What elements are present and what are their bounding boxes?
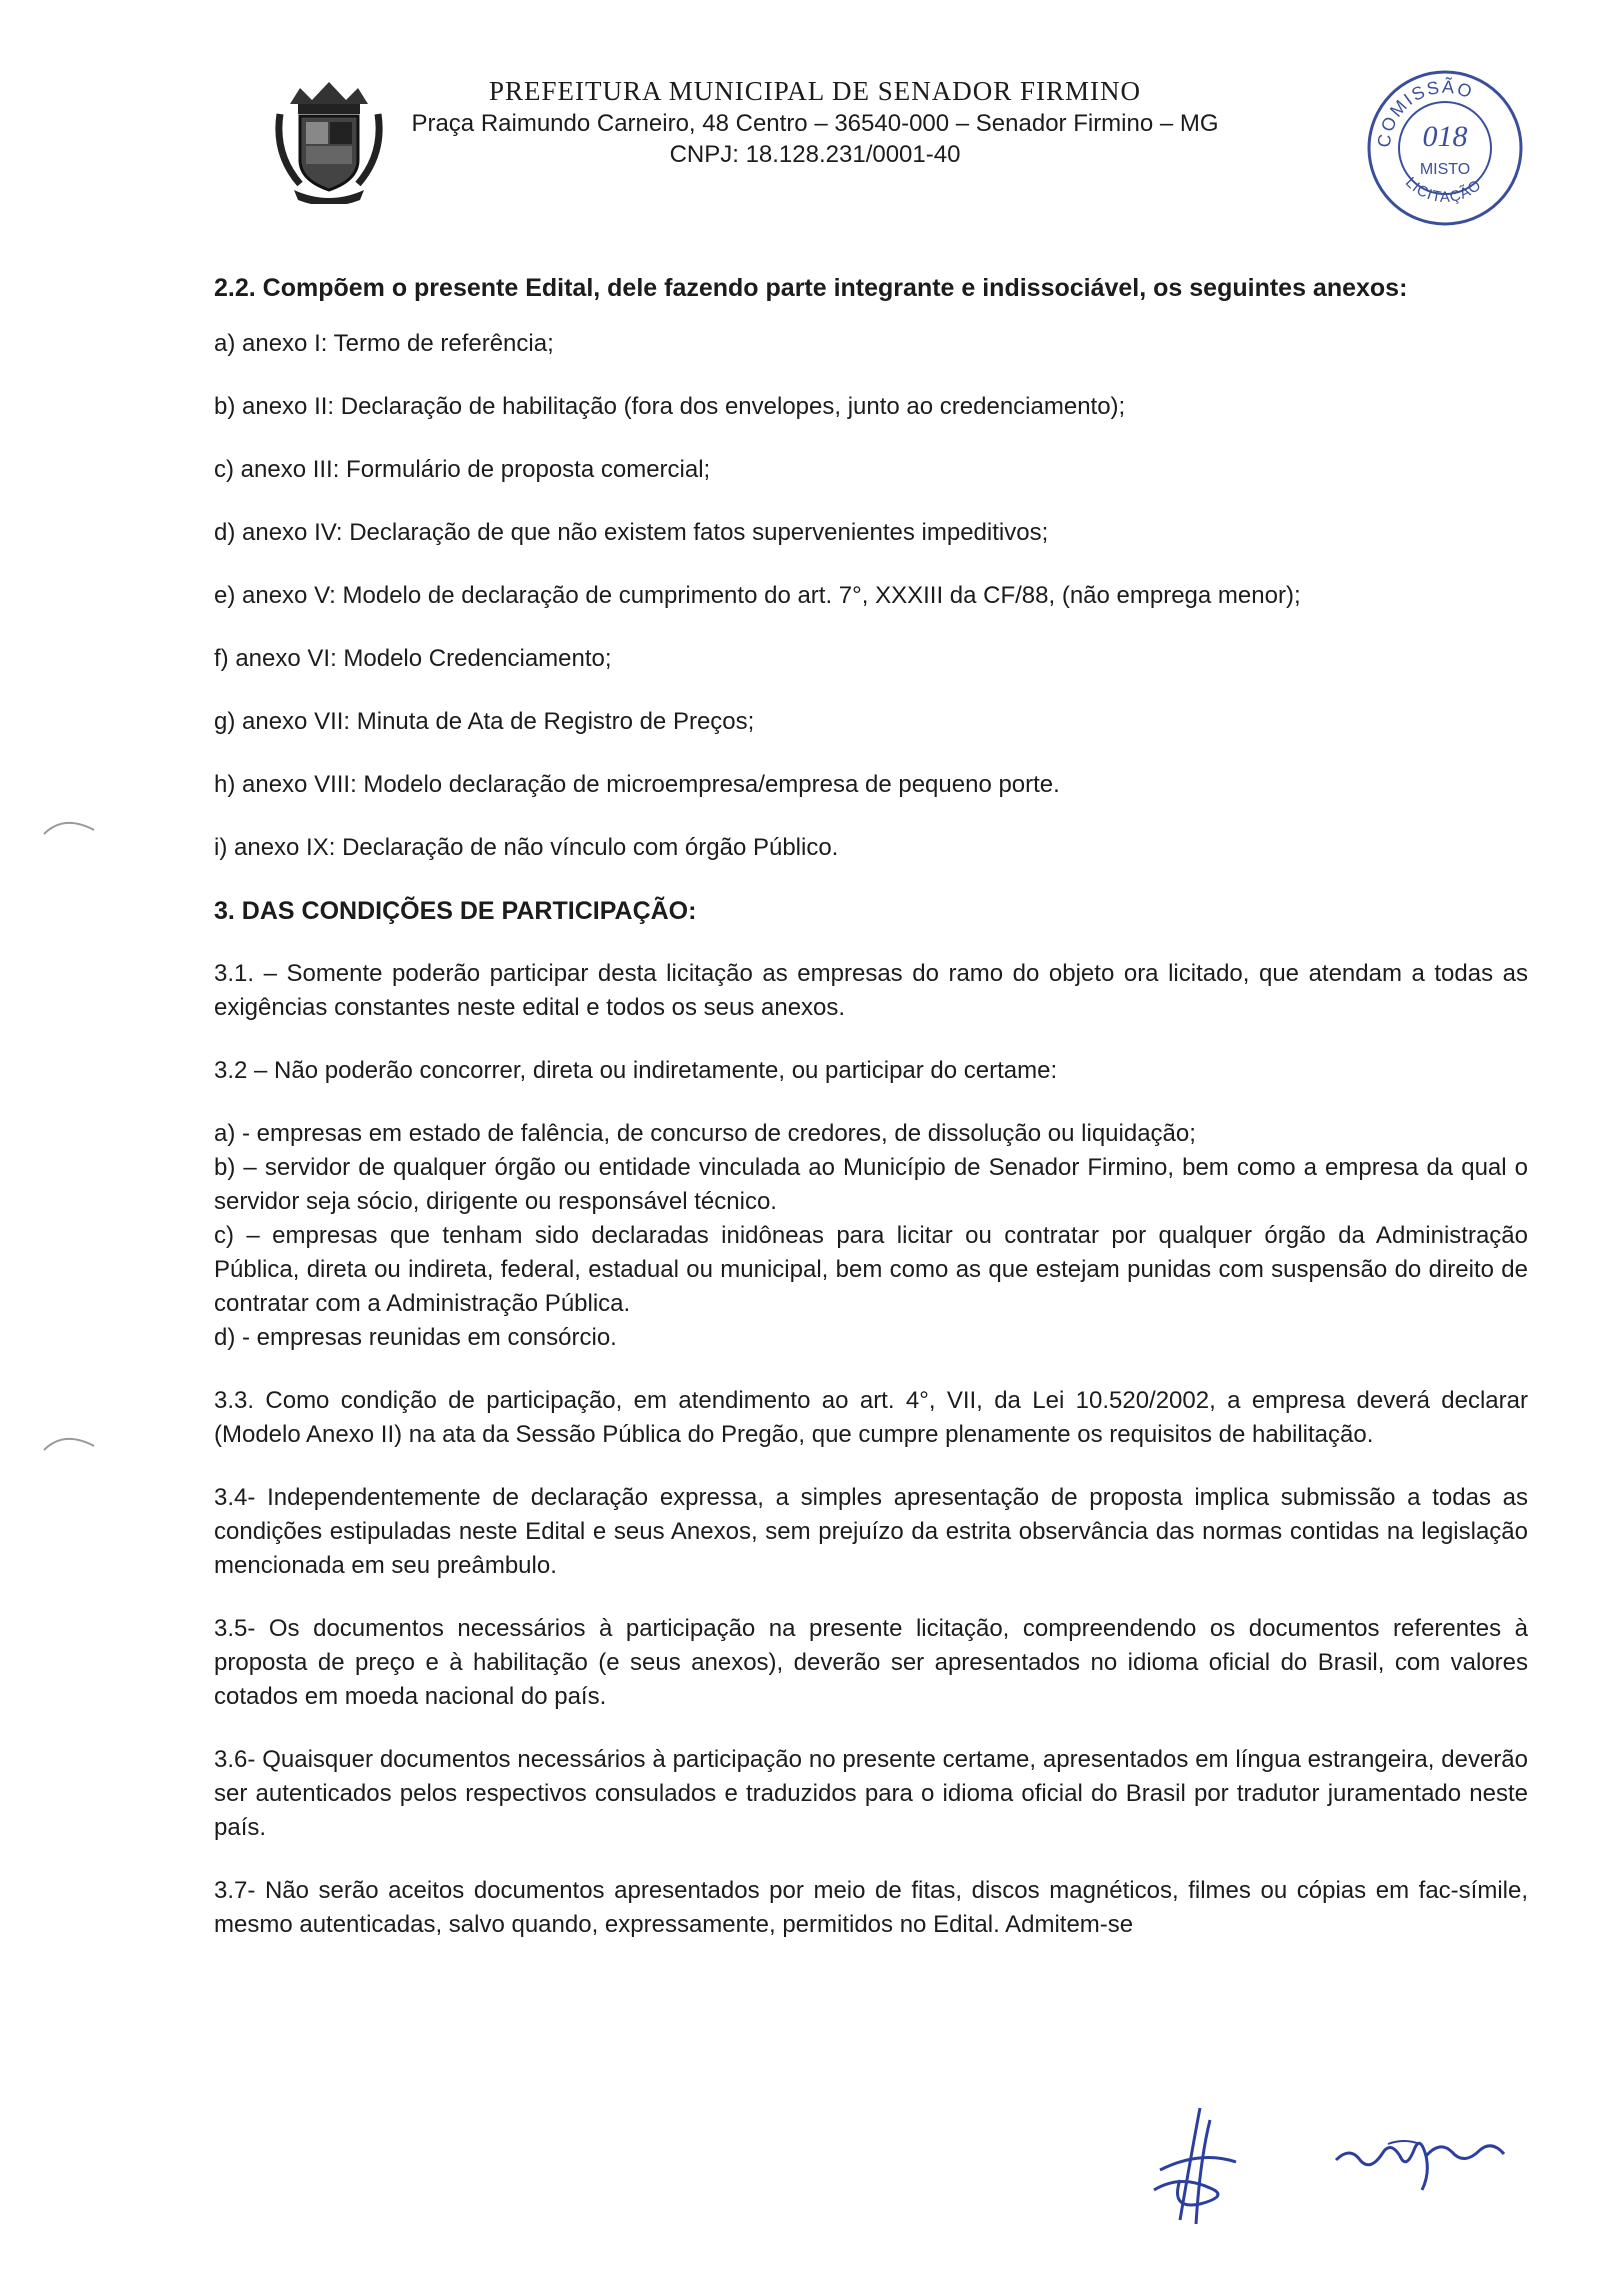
commission-stamp-icon — [1360, 60, 1530, 230]
annex-item: h) anexo VIII: Modelo declaração de microempresa/empresa de pequeno porte. — [214, 771, 1060, 798]
annex-item: b) anexo II: Declaração de habilitação (fora dos envelopes, junto ao credenciamento); — [214, 393, 1126, 420]
clause-3-7: 3.7- Não serão aceitos documentos apresentados por meio de fitas, discos magnéticos, filmes ou cópias em fac-símile, mesmo autenticadas, salvo quando, expressamente, permitidos no Edital. Admitem-se — [214, 1877, 1528, 1938]
clause-3-2-item: c) – empresas que tenham sido declaradas inidôneas para licitar ou contratar por qualquer órgão da Administração Pública, direta ou indireta, federal, estadual ou municipal, bem como as que estejam punidas com suspensão do direito de contratar com a Administração Pública. — [214, 1222, 1528, 1317]
clause-3-4: 3.4- Independentemente de declaração expressa, a simples apresentação de proposta implica submissão a todas as condições estipuladas neste Edital e seus Anexos, sem prejuízo da estrita observância das normas contidas na legislação mencionada em seu preâmbulo. — [214, 1484, 1528, 1579]
clause-3-2-item: a) - empresas em estado de falência, de concurso de credores, de dissolução ou liquidação; — [214, 1120, 1196, 1147]
handwritten-signature-icon — [1330, 2110, 1510, 2200]
annex-item: f) anexo VI: Modelo Credenciamento; — [214, 645, 612, 672]
annex-item: a) anexo I: Termo de referência; — [214, 330, 554, 357]
organization-cnpj: CNPJ: 18.128.231/0001-40 — [669, 141, 961, 168]
svg-text:018: 018 — [1422, 120, 1468, 153]
section-2-2-title: 2.2. Compõem o presente Edital, dele fazendo parte integrante e indissociável, os seguintes anexos: — [214, 274, 1408, 302]
annex-item: e) anexo V: Modelo de declaração de cumprimento do art. 7°, XXXIII da CF/88, (não emprega menor); — [214, 582, 1301, 609]
scan-mark-icon — [40, 810, 100, 840]
clause-3-1: 3.1. – Somente poderão participar desta licitação as empresas do ramo do objeto ora licitado, que atendam a todas as exigências constantes neste edital e todos os seus anexos. — [214, 960, 1528, 1021]
annex-item: c) anexo III: Formulário de proposta comercial; — [214, 456, 711, 483]
letterhead — [270, 74, 1360, 170]
svg-text:LICITAÇÃO: LICITAÇÃO — [1401, 173, 1485, 206]
document-body — [214, 272, 1528, 1971]
organization-name: PREFEITURA MUNICIPAL DE SENADOR FIRMINO — [488, 76, 1142, 106]
annex-item: d) anexo IV: Declaração de que não existem fatos supervenientes impeditivos; — [214, 519, 1049, 546]
organization-address: Praça Raimundo Carneiro, 48 Centro – 36540-000 – Senador Firmino – MG — [411, 110, 1219, 137]
clause-3-5: 3.5- Os documentos necessários à participação na presente licitação, compreendendo os documentos referentes à proposta de preço e à habilitação (e seus anexos), deverão ser apresentados no idioma oficial do Brasil, com valores cotados em moeda nacional do país. — [214, 1615, 1528, 1710]
clause-3-3: 3.3. Como condição de participação, em atendimento ao art. 4°, VII, da Lei 10.520/2002, a empresa deverá declarar (Modelo Anexo II) na ata da Sessão Pública do Pregão, que cumpre plenamente os requisitos de habilitação. — [214, 1387, 1528, 1448]
annex-item: g) anexo VII: Minuta de Ata de Registro de Preços; — [214, 708, 755, 735]
clause-3-2-item: d) - empresas reunidas em consórcio. — [214, 1324, 617, 1351]
svg-text:MISTO: MISTO — [1419, 161, 1471, 178]
clause-3-6: 3.6- Quaisquer documentos necessários à participação no presente certame, apresentados em língua estrangeira, deverão ser autenticados pelos respectivos consulados e traduzidos para o idioma oficial do Brasil por tradutor juramentado neste país. — [214, 1746, 1528, 1841]
clause-3-2: 3.2 – Não poderão concorrer, direta ou indiretamente, ou participar do certame: — [214, 1057, 1058, 1084]
scan-mark-icon — [40, 1426, 100, 1456]
annex-item: i) anexo IX: Declaração de não vínculo com órgão Público. — [214, 834, 839, 861]
section-3-title: 3. DAS CONDIÇÕES DE PARTICIPAÇÃO: — [214, 897, 697, 925]
handwritten-signature-icon — [1140, 2100, 1250, 2230]
clause-3-2-item: b) – servidor de qualquer órgão ou entidade vinculada ao Município de Senador Firmino, bem como a empresa da qual o servidor seja sócio, dirigente ou responsável técnico. — [214, 1154, 1528, 1215]
svg-text:COMISSÃO: COMISSÃO — [1373, 76, 1477, 149]
